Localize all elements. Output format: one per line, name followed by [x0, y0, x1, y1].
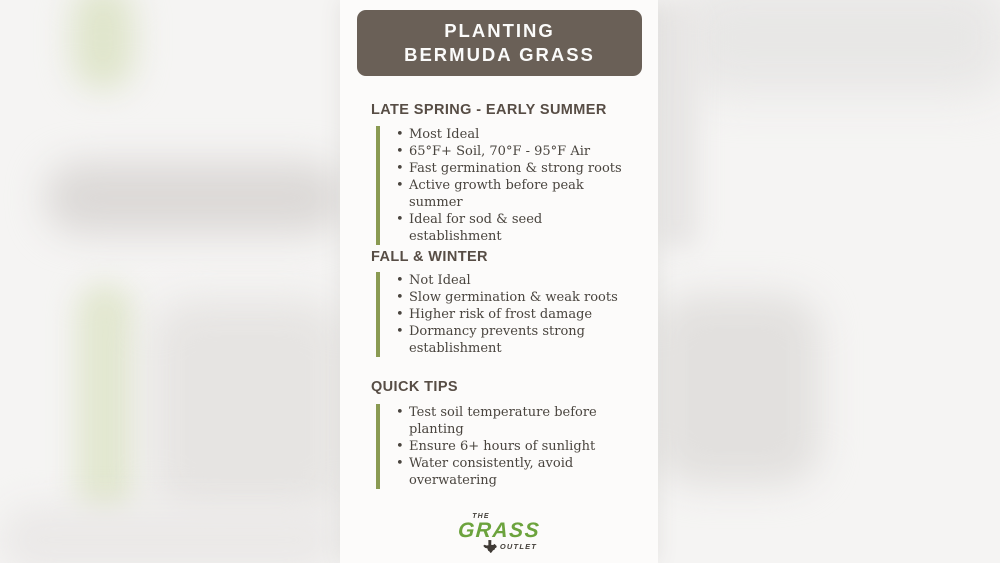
- list-item: • Ensure 6+ hours of sunlight: [396, 438, 627, 455]
- list-item: • Not Ideal: [396, 272, 627, 289]
- list-item: • Test soil temperature before planting: [396, 404, 627, 438]
- list-item: • Dormancy prevents strong establishment: [396, 323, 627, 357]
- list-item: • Most Ideal: [396, 126, 627, 143]
- poster-panel: [340, 0, 658, 563]
- logo-outlet-text: OUTLET: [499, 542, 538, 551]
- list-item: • Active growth before peak summer: [396, 177, 627, 211]
- background-blob: [680, 0, 1000, 95]
- list-item: • Higher risk of frost damage: [396, 306, 627, 323]
- section-heading-fall-winter: FALL & WINTER: [371, 249, 488, 265]
- background-blob: [0, 505, 340, 563]
- background-blob: [150, 300, 345, 515]
- late-spring-list: [376, 126, 622, 245]
- background-blob: [45, 162, 345, 234]
- logo-grass-text: GRASS: [457, 519, 541, 542]
- quick-tips-list: [376, 404, 616, 489]
- logo-the-text: THE: [472, 513, 490, 520]
- background-blob: [72, 0, 134, 90]
- list-item: • Ideal for sod & seed establishment: [396, 211, 627, 245]
- section-heading-quick-tips: QUICK TIPS: [371, 379, 458, 395]
- poster-title-line2: BERMUDA GRASS: [404, 44, 595, 65]
- section-heading-late-spring: LATE SPRING - EARLY SUMMER: [371, 102, 607, 118]
- background-blob: [655, 295, 820, 485]
- background-blob: [76, 283, 134, 521]
- grass-outlet-logo: [340, 513, 658, 553]
- fall-winter-list: [376, 272, 616, 357]
- poster-title-line1: PLANTING: [444, 20, 555, 41]
- list-item: • Fast germination & strong roots: [396, 160, 627, 177]
- background-blob: [656, 0, 698, 250]
- list-item: • Water consistently, avoid overwatering: [396, 455, 627, 489]
- list-item: • Slow germination & weak roots: [396, 289, 627, 306]
- list-item: • 65°F+ Soil, 70°F - 95°F Air: [396, 143, 627, 160]
- poster-title-box: [357, 10, 642, 76]
